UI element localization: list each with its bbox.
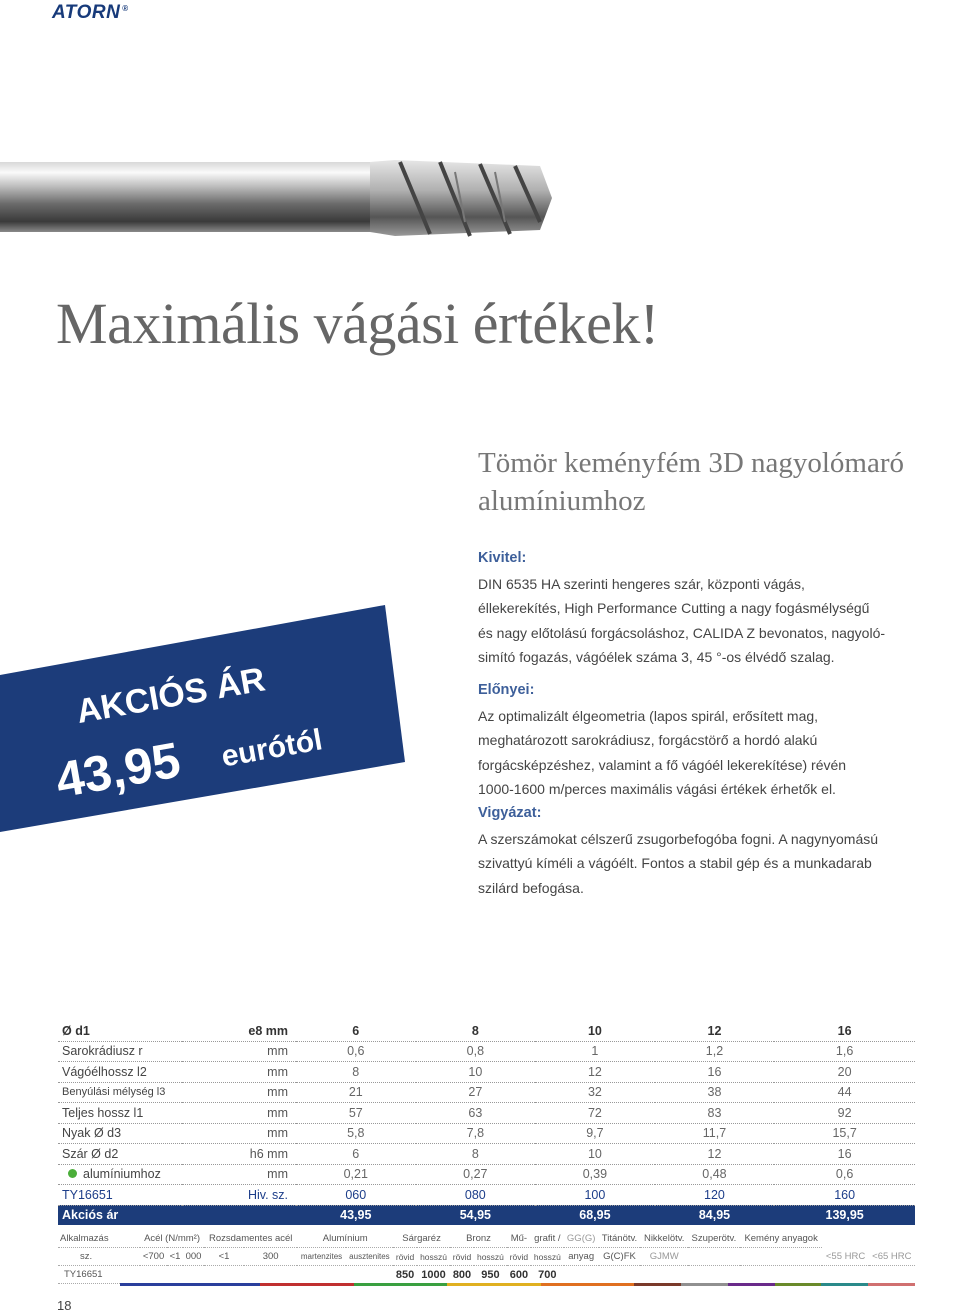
cell: 20: [774, 1062, 915, 1083]
table-row-price: [58, 1205, 915, 1225]
color-bar-segment: [307, 1283, 354, 1286]
color-bar-segment: [728, 1283, 775, 1286]
table-row: [58, 1062, 915, 1083]
appl-sub: ausztenites: [346, 1248, 393, 1266]
appl-row-label: TY16651: [58, 1266, 140, 1284]
price-cell: 54,95: [416, 1205, 536, 1225]
kivitel-line: és nagy előtolású forgácsoláshoz, CALIDA Z bevonatos, nagyoló-: [478, 624, 886, 641]
row-unit: mm: [182, 1103, 296, 1124]
color-bar-segment: [401, 1283, 448, 1286]
appl-header: Rozsdamentes acél: [204, 1230, 297, 1248]
cell: 44: [774, 1082, 915, 1103]
cell: 12: [655, 1144, 775, 1165]
table-row: [58, 1103, 915, 1124]
cell: 160: [774, 1185, 915, 1206]
promo-banner: [0, 600, 420, 840]
cell: 8: [416, 1021, 536, 1041]
row-label: Teljes hossz l1: [58, 1103, 182, 1124]
appl-header: Titánötv.: [599, 1230, 641, 1248]
color-bar-segment: [821, 1283, 868, 1286]
kivitel-line: DIN 6535 HA szerinti hengeres szár, központi vágás,: [478, 575, 805, 592]
cell: 38: [655, 1082, 775, 1103]
row-unit: mm: [182, 1123, 296, 1144]
row-label: TY16651: [58, 1185, 182, 1206]
table-row: [58, 1123, 915, 1144]
row-unit: mm: [182, 1082, 296, 1103]
cell: 6: [296, 1144, 416, 1165]
subtitle-line-2: alumíniumhoz: [478, 485, 646, 517]
application-table: [58, 1230, 915, 1284]
appl-sub: sz.: [58, 1248, 140, 1266]
row-unit: [182, 1205, 296, 1225]
registered-mark: ®: [122, 3, 129, 13]
color-bar-segment: [214, 1283, 261, 1286]
section-vigyazat: [478, 801, 918, 900]
elonyei-line: Az optimalizált élgeometria (lapos spirál, erősített mag,: [478, 707, 819, 724]
table-row: [58, 1021, 915, 1041]
atorn-logo: [52, 2, 129, 24]
cell: 120: [655, 1185, 775, 1206]
table-row: [58, 1144, 915, 1165]
color-bar-segment: [588, 1283, 635, 1286]
material-color-bar: [120, 1283, 915, 1286]
cell: 32: [535, 1082, 655, 1103]
cell: 16: [655, 1062, 775, 1083]
cell: 92: [774, 1103, 915, 1124]
cell: 080: [416, 1185, 536, 1206]
vigyazat-line: A szerszámokat célszerű zsugorbefogóba fogni. A nagynyomású: [478, 830, 879, 847]
color-bar-segment: [167, 1283, 214, 1286]
appl-header: Kemény anyagok: [740, 1230, 823, 1248]
row-label: Sarokrádiusz r: [58, 1041, 182, 1062]
appl-header: Bronz: [450, 1230, 507, 1248]
cell: 11,7: [655, 1123, 775, 1144]
subtitle: [478, 444, 948, 520]
appl-sub: hosszú: [531, 1248, 564, 1266]
price-cell: 43,95: [296, 1205, 416, 1225]
cell: 12: [535, 1062, 655, 1083]
table-row: [58, 1082, 915, 1103]
appl-sub: <55 HRC: [822, 1248, 868, 1266]
color-bar-segment: [868, 1283, 915, 1286]
page-number: 18: [57, 1298, 72, 1313]
cell: 15,7: [774, 1123, 915, 1144]
price-cell: 139,95: [774, 1205, 915, 1225]
kivitel-line: éllekerekítés, High Performance Cutting a nagy fogásmélységű: [478, 600, 870, 616]
end-mill-tool-image: [0, 152, 560, 244]
cell: 72: [535, 1103, 655, 1124]
appl-sub: martenzites: [297, 1248, 345, 1266]
appl-sub: hosszú: [474, 1248, 507, 1266]
green-dot-icon: [68, 1169, 77, 1178]
appl-empty: [140, 1266, 393, 1284]
appl-sub: <1: [204, 1248, 244, 1266]
promo-label: AKCIÓS ÁR: [73, 660, 268, 731]
appl-value: 700: [531, 1266, 564, 1284]
appl-header: Alkalmazás: [58, 1230, 140, 1248]
cell: 57: [296, 1103, 416, 1124]
row-label: Vágóélhossz l2: [58, 1062, 182, 1083]
appl-value: 600: [507, 1266, 531, 1284]
appl-sub: rövid: [393, 1248, 417, 1266]
section-elonyei: [478, 678, 918, 802]
cell: 10: [416, 1062, 536, 1083]
cell: 27: [416, 1082, 536, 1103]
row-label: Benyúlási mélység l3: [58, 1082, 182, 1103]
cell: 10: [535, 1021, 655, 1041]
table-row: [58, 1185, 915, 1206]
cell: 0,21: [296, 1164, 416, 1185]
appl-header: Nikkelötv.: [640, 1230, 687, 1248]
appl-value: 800: [450, 1266, 474, 1284]
appl-header: Acél (N/mm²): [140, 1230, 204, 1248]
appl-sub: 300: [244, 1248, 297, 1266]
appl-sub: [688, 1248, 823, 1266]
logo-text: ATORN: [52, 2, 121, 23]
kivitel-heading: Kivitel:: [478, 550, 527, 566]
cell: 21: [296, 1082, 416, 1103]
color-bar-segment: [775, 1283, 822, 1286]
row-label-aluminium: [58, 1164, 182, 1185]
cell: 8: [296, 1062, 416, 1083]
cell: 100: [535, 1185, 655, 1206]
color-bar-segment: [120, 1283, 167, 1286]
cell: 16: [774, 1021, 915, 1041]
appl-header: grafit /: [531, 1230, 564, 1248]
appl-sub: rövid: [507, 1248, 531, 1266]
appl-sub: G(C)FK: [599, 1248, 641, 1266]
elonyei-line: forgácsképzéshez, valamint a fő vágóél lekerekítése) révén: [478, 756, 847, 773]
price-cell: 84,95: [655, 1205, 775, 1225]
color-bar-segment: [447, 1283, 494, 1286]
cell: 0,6: [774, 1164, 915, 1185]
cell: 1: [535, 1041, 655, 1062]
appl-header: Sárgaréz: [393, 1230, 450, 1248]
cell: 0,27: [416, 1164, 536, 1185]
cell: 0,8: [416, 1041, 536, 1062]
vigyazat-line: szivattyú kíméli a vágóélt. Fontos a stabil gép és a munkadarab: [478, 855, 872, 871]
cell: 10: [535, 1144, 655, 1165]
row-unit: mm: [182, 1164, 296, 1185]
row-unit: e8 mm: [182, 1021, 296, 1041]
cell: 060: [296, 1185, 416, 1206]
row-label: Szár Ø d2: [58, 1144, 182, 1165]
elonyei-line: 1000-1600 m/perces maximális vágási értékek érhetők el.: [478, 781, 836, 797]
table-row: [58, 1248, 915, 1266]
vigyazat-heading: Vigyázat:: [478, 805, 542, 821]
appl-sub: <700: [140, 1248, 167, 1266]
row-label: Nyak Ø d3: [58, 1123, 182, 1144]
promo-price-suffix: eurótól: [218, 723, 325, 774]
cell: 0,6: [296, 1041, 416, 1062]
appl-sub: <1: [167, 1248, 183, 1266]
appl-sub: <65 HRC: [869, 1248, 915, 1266]
table-row: [58, 1164, 915, 1185]
color-bar-segment: [354, 1283, 401, 1286]
appl-value: 950: [474, 1266, 507, 1284]
row-unit: mm: [182, 1041, 296, 1062]
row-label: Akciós ár: [58, 1205, 182, 1225]
cell: 8: [416, 1144, 536, 1165]
color-bar-segment: [260, 1283, 307, 1286]
cell: 0,39: [535, 1164, 655, 1185]
table-row: [58, 1230, 915, 1248]
subtitle-line-1: Tömör keményfém 3D nagyolómaró: [478, 447, 905, 479]
color-bar-segment: [541, 1283, 588, 1286]
row-unit: h6 mm: [182, 1144, 296, 1165]
cell: 7,8: [416, 1123, 536, 1144]
cell: 1,2: [655, 1041, 775, 1062]
vigyazat-line: szilárd befogása.: [478, 879, 584, 896]
headline: Maximális vágási értékek!: [56, 291, 659, 356]
kivitel-line: simító fogazás, vágóélek száma 3, 45 °-os élvédő szalag.: [478, 649, 835, 665]
appl-header: GG(G): [564, 1230, 599, 1248]
appl-empty: [564, 1266, 915, 1284]
color-bar-segment: [634, 1283, 681, 1286]
cell: 5,8: [296, 1123, 416, 1144]
row-unit: Hiv. sz.: [182, 1185, 296, 1206]
appl-sub: rövid: [450, 1248, 474, 1266]
cell: 63: [416, 1103, 536, 1124]
color-bar-segment: [681, 1283, 728, 1286]
cell: 12: [655, 1021, 775, 1041]
cell: 16: [774, 1144, 915, 1165]
appl-value: 1000: [417, 1266, 450, 1284]
appl-sub: GJMW: [640, 1248, 687, 1266]
row-unit: mm: [182, 1062, 296, 1083]
spec-table: [58, 1021, 915, 1225]
cell: 83: [655, 1103, 775, 1124]
appl-header: Alumínium: [297, 1230, 393, 1248]
section-kivitel: [478, 546, 918, 670]
price-cell: 68,95: [535, 1205, 655, 1225]
elonyei-heading: Előnyei:: [478, 682, 535, 698]
table-row: [58, 1266, 915, 1284]
cell: 6: [296, 1021, 416, 1041]
cell: 1,6: [774, 1041, 915, 1062]
elonyei-line: meghatározott sarokrádiusz, forgácstörő a hordó alakú: [478, 732, 818, 748]
appl-header: Mű-: [507, 1230, 531, 1248]
row-label-text: alumíniumhoz: [83, 1167, 161, 1182]
cell: 9,7: [535, 1123, 655, 1144]
table-row: [58, 1041, 915, 1062]
appl-header: Szuperötv.: [688, 1230, 740, 1248]
appl-sub: hosszú: [417, 1248, 450, 1266]
promo-price: 43,95: [51, 731, 185, 809]
appl-value: 850: [393, 1266, 417, 1284]
appl-sub: anyag: [564, 1248, 599, 1266]
appl-sub: 000: [183, 1248, 204, 1266]
cell: 0,48: [655, 1164, 775, 1185]
row-label: Ø d1: [58, 1021, 182, 1041]
color-bar-segment: [494, 1283, 541, 1286]
